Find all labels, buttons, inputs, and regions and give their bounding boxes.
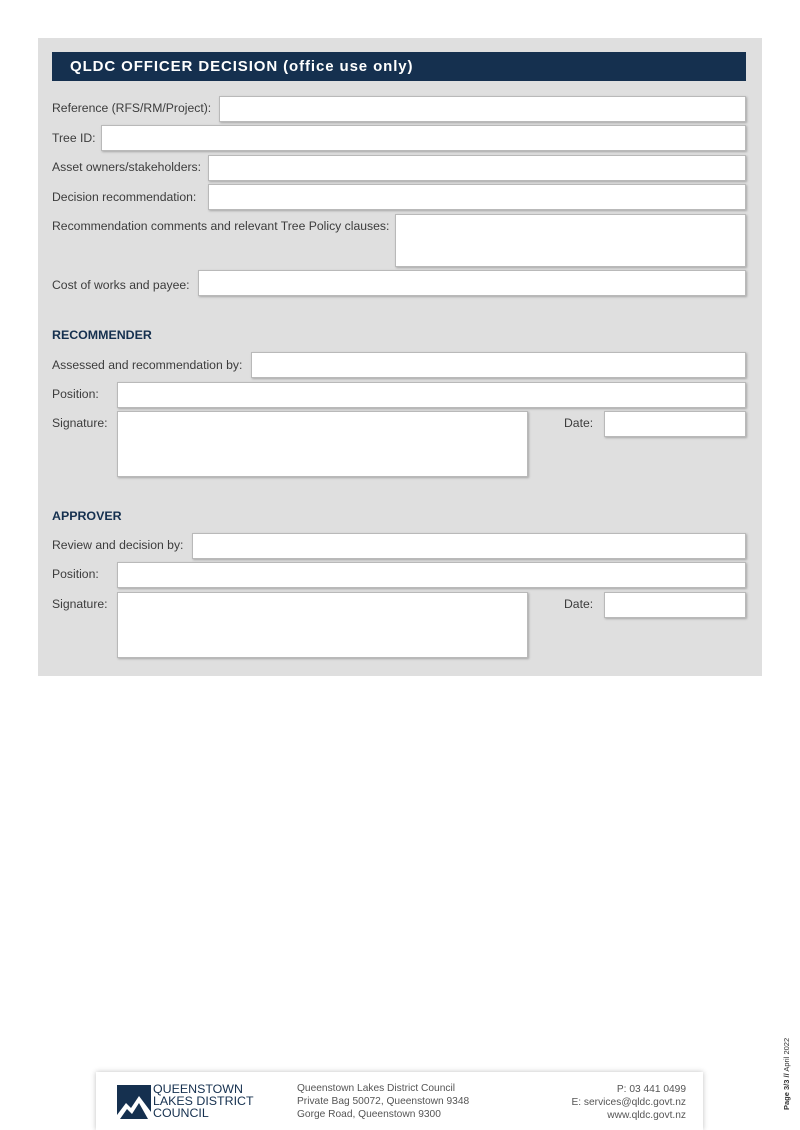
address-line-2: Private Bag 50072, Queenstown 9348 [297,1096,470,1107]
approver-date-field[interactable] [604,592,746,618]
page-marker [782,1038,791,1110]
phone-number: P: 03 441 0499 [616,1084,686,1095]
wordmark-line-1: QUEENSTOWN [153,1082,243,1096]
cost-label: Cost of works and payee: [52,278,190,292]
assessed-by-label: Assessed and recommendation by: [52,358,243,372]
page-footer [96,1072,703,1130]
approver-position-field[interactable] [117,562,746,588]
recommender-heading: RECOMMENDER [52,328,152,342]
address-line-1: Queenstown Lakes District Council [297,1083,455,1094]
assessed-by-field[interactable] [251,352,746,378]
section-title-banner: QLDC OFFICER DECISION (office use only) [52,52,746,81]
page-separator: // [782,1073,791,1078]
asset-owners-label: Asset owners/stakeholders: [52,160,202,174]
review-by-field[interactable] [192,533,746,559]
wordmark-line-3: COUNCIL [153,1106,209,1120]
email-address[interactable]: E: services@qldc.govt.nz [571,1097,686,1108]
recommender-date-field[interactable] [604,411,746,437]
page-number: Page 3/3 [782,1079,791,1110]
asset-owners-field[interactable] [208,155,746,181]
tree-id-label: Tree ID: [52,131,96,145]
review-by-label: Review and decision by: [52,538,184,552]
page-date: April 2022 [782,1037,791,1072]
tree-id-field[interactable] [101,125,746,151]
comments-field[interactable] [395,214,746,267]
decision-recommendation-label: Decision recommendation: [52,190,197,204]
council-address [297,1082,469,1121]
reference-field[interactable] [219,96,746,122]
approver-position-label: Position: [52,567,99,581]
mountain-logo-icon [117,1085,151,1119]
cost-field[interactable] [198,270,746,296]
comments-label: Recommendation comments and relevant Tree Policy clauses: [52,219,390,233]
recommender-date-label: Date: [564,416,594,430]
recommender-signature-label: Signature: [52,416,108,430]
approver-date-label: Date: [564,597,594,611]
approver-signature-label: Signature: [52,597,108,611]
wordmark-line-2: LAKES DISTRICT [153,1094,254,1108]
recommender-position-field[interactable] [117,382,746,408]
decision-recommendation-field[interactable] [208,184,746,210]
reference-label: Reference (RFS/RM/Project): [52,101,212,115]
website-link[interactable]: www.qldc.govt.nz [607,1110,686,1121]
recommender-position-label: Position: [52,387,99,401]
council-wordmark [153,1083,254,1119]
approver-signature-field[interactable] [117,592,528,658]
address-line-3: Gorge Road, Queenstown 9300 [297,1109,441,1120]
approver-heading: APPROVER [52,509,122,523]
council-contact [571,1083,686,1122]
recommender-signature-field[interactable] [117,411,528,477]
